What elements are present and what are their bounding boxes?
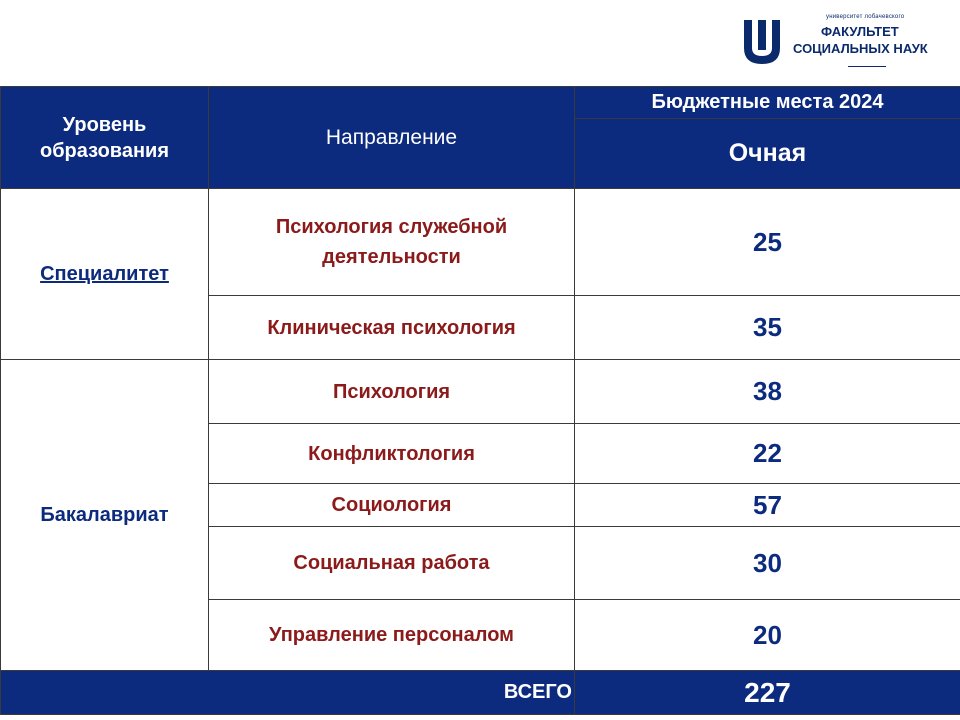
- direction-cell: Социология: [209, 484, 575, 527]
- logo-university-name: университет лобачевского: [826, 14, 905, 20]
- direction-cell: Психология: [209, 360, 575, 424]
- budget-places-table: [0, 86, 960, 715]
- table-row: [1, 189, 960, 296]
- header-study-form: Очная: [575, 119, 960, 189]
- total-label: ВСЕГО: [503, 681, 572, 703]
- total-value: 227: [575, 671, 960, 715]
- header-education-level-text: Уровень образования: [39, 113, 169, 162]
- total-row: [1, 671, 960, 715]
- direction-cell: Управление персоналом: [209, 600, 575, 671]
- logo-underline: [848, 66, 886, 67]
- logo-faculty-line2: СОЦИАЛЬНЫХ НАУК: [793, 41, 928, 56]
- value-cell: 20: [575, 600, 960, 671]
- value-cell: 57: [575, 484, 960, 527]
- value-cell: 25: [575, 189, 960, 296]
- value-cell: 38: [575, 360, 960, 424]
- header-budget-places: Бюджетные места 2024: [575, 87, 960, 119]
- value-cell: 30: [575, 527, 960, 600]
- value-cell: 22: [575, 424, 960, 484]
- faculty-logo: [738, 10, 953, 72]
- header-education-level: [1, 87, 209, 189]
- level-cell-bachelor: Бакалавриат: [1, 360, 209, 671]
- table-row: [1, 360, 960, 424]
- direction-cell: [209, 189, 575, 296]
- direction-cell: Конфликтология: [209, 424, 575, 484]
- level-cell-specialist: [1, 189, 209, 360]
- direction-cell: Клиническая психология: [209, 296, 575, 360]
- direction-text: Психология служебной деятельности: [275, 216, 508, 268]
- total-label-cell: [1, 671, 575, 715]
- header-direction: Направление: [209, 87, 575, 189]
- logo-faculty-line1: ФАКУЛЬТЕТ: [821, 24, 899, 39]
- value-cell: 35: [575, 296, 960, 360]
- level-link-specialist[interactable]: Специалитет: [40, 262, 169, 285]
- university-logo-icon: [742, 18, 782, 66]
- direction-cell: Социальная работа: [209, 527, 575, 600]
